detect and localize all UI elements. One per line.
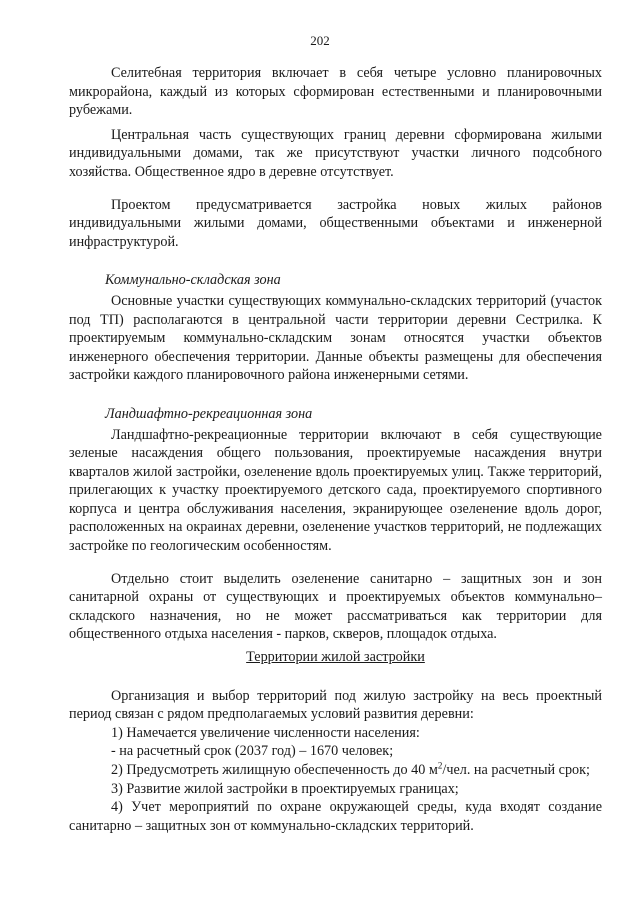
- residential-item-4: 4) Учет мероприятий по охране окружающей среды, куда входят создание санитарно – защитных зон от коммунально-складских территорий.: [69, 799, 602, 834]
- landscape-zone-paragraph-1: Ландшафтно-рекреационные территории включают в себя существующие зеленые насаждения общего пользования, проектируемые насаждения внутри кварталов жилой застройки, озеленение вдоль проектируемых улиц. Также территорий, прилегающих к участку проектируемого детского сада, проектируемого спортивного корпуса и центра обслуживания населения, экранирующее озеленение вдоль дорог, расположенных на окраинах деревни, озеленение участков территорий, не подлежащих застройке по геологическим особенностям.: [69, 426, 602, 555]
- communal-zone-paragraph: Основные участки существующих коммунально-складских территорий (участок под ТП) располагаются в центральной части территории деревни Сестрилка. К проектируемым коммунально-складским зонам относятся участки объектов инженерного обеспечения территории. Данные объекты размещены для обеспечения застройки каждого планировочного района инженерными сетями.: [69, 292, 602, 384]
- landscape-zone-paragraph-2: Отдельно стоит выделить озеленение санитарно – защитных зон и зон санитарной охраны от существующих и проектируемых объектов коммунально–складского назначения, но не может рассматриваться как территории для общественного отдыха населения - парков, скверов, площадок отдыха.: [69, 570, 602, 643]
- residential-section-heading: Территории жилой застройки: [246, 649, 425, 666]
- intro-paragraph-3: Проектом предусматривается застройка новых жилых районов индивидуальными жилыми домами, общественными объектами и инженерной инфраструктурой.: [69, 196, 602, 250]
- intro-paragraph-2: Центральная часть существующих границ деревни сформирована жилыми индивидуальными домами, так же присутствуют участки личного подсобного хозяйства. Общественное ядро в деревне отсутствует.: [69, 126, 602, 180]
- residential-item-2-text-a: 2) Предусмотреть жилищную обеспеченность до 40 м: [111, 762, 438, 778]
- residential-item-3: 3) Развитие жилой застройки в проектируемых границах;: [111, 780, 459, 797]
- intro-paragraph-1: Селитебная территория включает в себя четыре условно планировочных микрорайона, каждый из которых сформирован естественными и планировочными рубежами.: [69, 65, 602, 119]
- residential-item-2: [69, 761, 602, 780]
- communal-zone-heading: Коммунально-складская зона: [105, 272, 281, 289]
- landscape-zone-heading: Ландшафтно-рекреационная зона: [105, 405, 313, 422]
- residential-intro-paragraph: Организация и выбор территорий под жилую застройку на весь проектный период связан с рядом предполагаемых условий развития деревни:: [69, 687, 602, 723]
- residential-item-1: 1) Намечается увеличение численности населения:: [111, 724, 420, 741]
- residential-item-2-superscript: 2: [437, 760, 443, 771]
- residential-item-2-text-b: /чел. на расчетный срок;: [442, 762, 590, 778]
- page-content: [69, 64, 602, 835]
- residential-item-1-sub: - на расчетный срок (2037 год) – 1670 человек;: [111, 743, 394, 760]
- page-number: 202: [310, 33, 330, 48]
